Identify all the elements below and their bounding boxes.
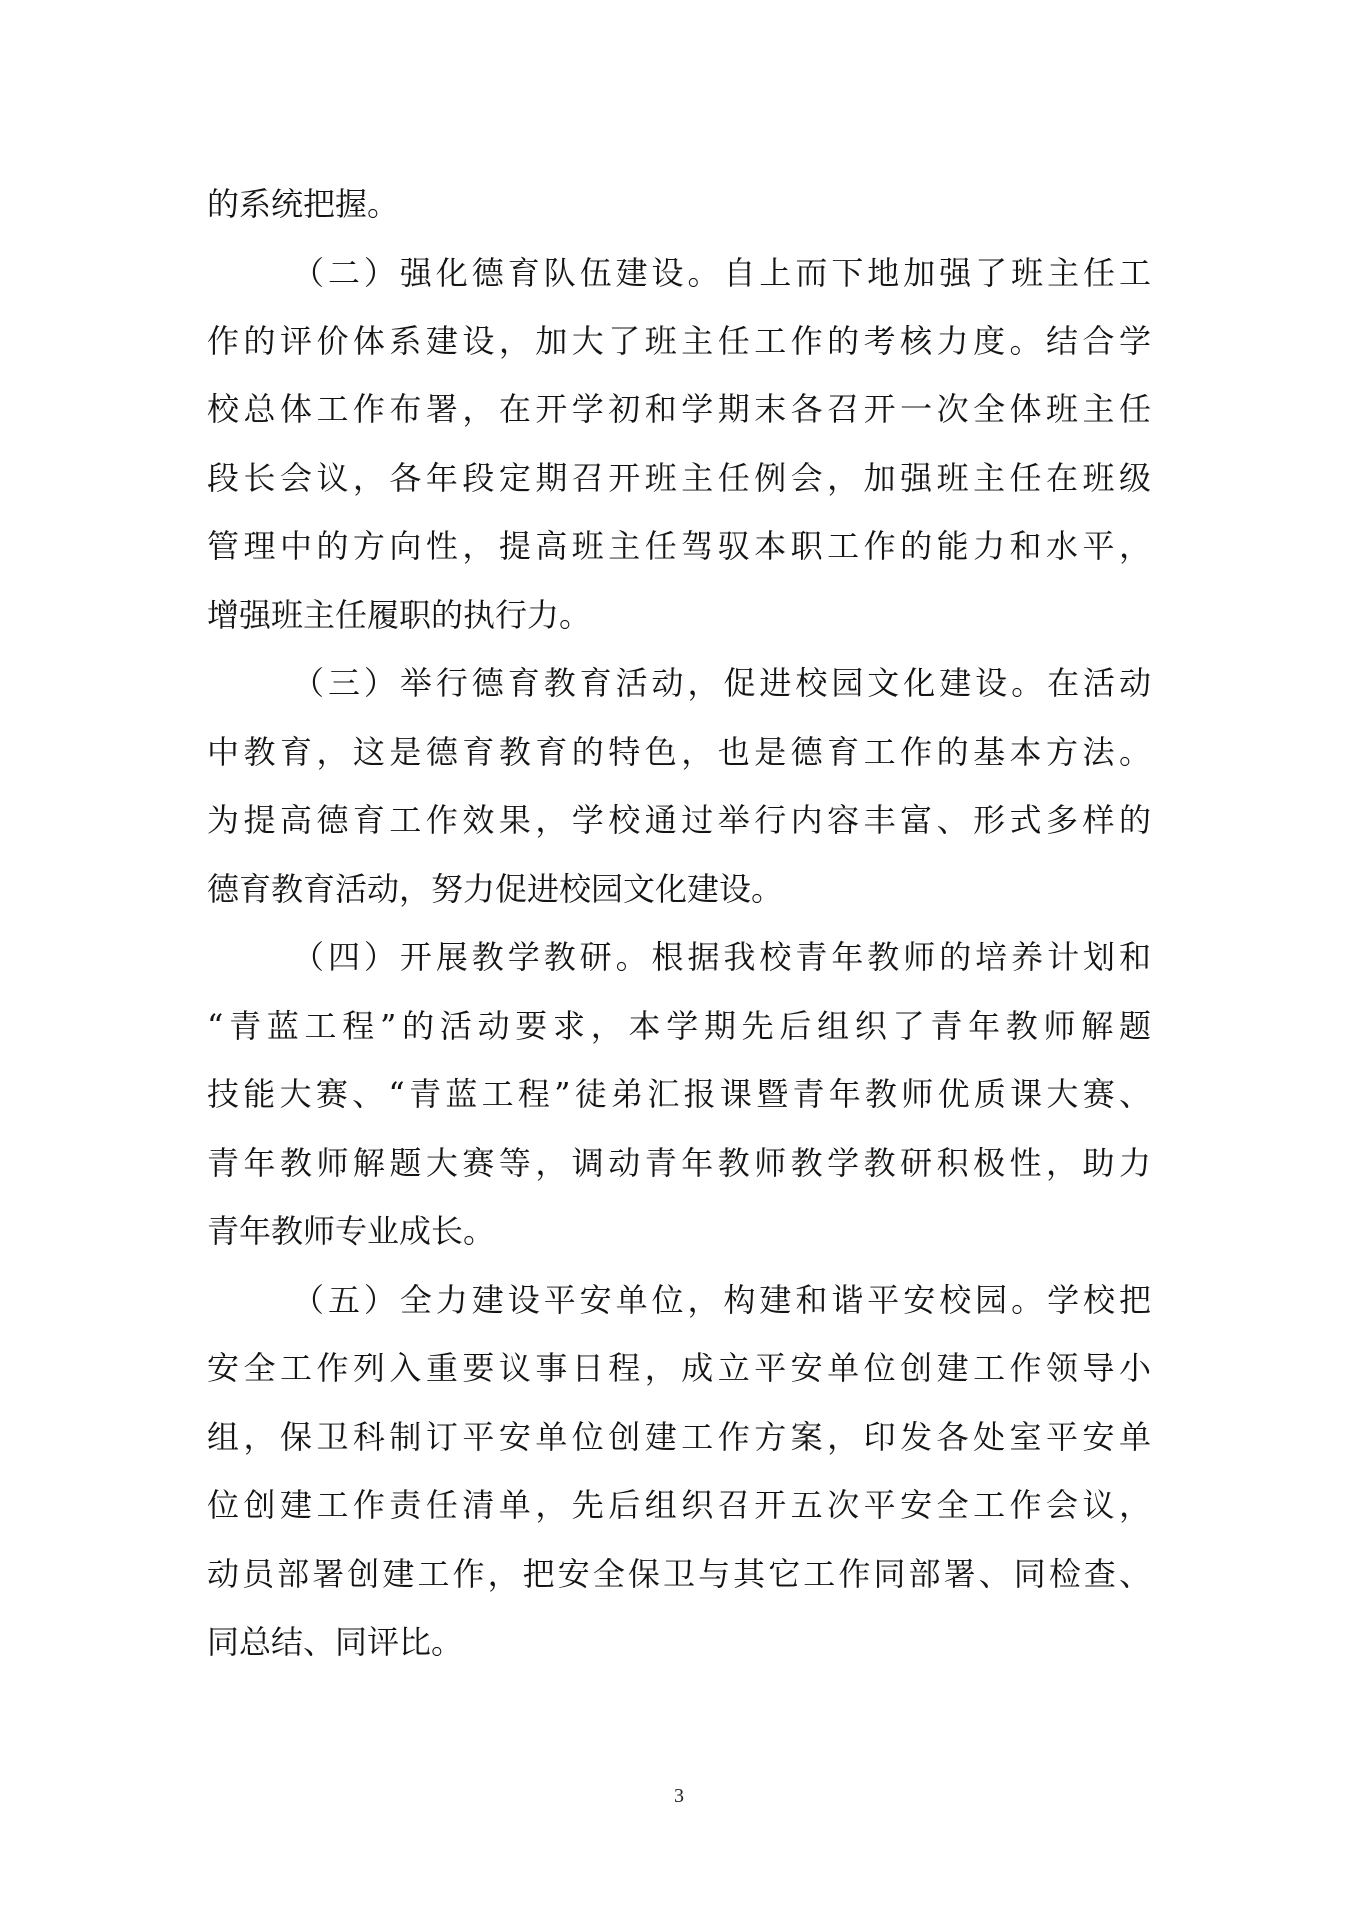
paragraph-line: （二）强化德育队伍建设。自上而下地加强了班主任工 xyxy=(292,254,1151,292)
paragraph-line: 动员部署创建工作，把安全保卫与其它工作同部署、同检查、 xyxy=(207,1555,1151,1593)
paragraph-line: 校总体工作布署，在开学初和学期末各召开一次全体班主任 xyxy=(207,390,1151,428)
paragraph-line: （五）全力建设平安单位，构建和谐平安校园。学校把 xyxy=(292,1281,1151,1319)
paragraph-line: 段长会议，各年段定期召开班主任例会，加强班主任在班级 xyxy=(207,459,1151,497)
paragraph-line: 德育教育活动，努力促进校园文化建设。 xyxy=(207,870,784,908)
page-number: 3 xyxy=(674,1785,684,1807)
paragraph-line: 同总结、同评比。 xyxy=(207,1623,464,1661)
paragraph-line: 位创建工作责任清单，先后组织召开五次平安全工作会议， xyxy=(207,1486,1151,1524)
paragraph-line: 增强班主任履职的执行力。 xyxy=(207,596,592,634)
paragraph-line: “青蓝工程”的活动要求，本学期先后组织了青年教师解题 xyxy=(207,1007,1151,1045)
paragraph-line: 安全工作列入重要议事日程，成立平安单位创建工作领导小 xyxy=(207,1349,1151,1387)
paragraph-line: 中教育，这是德育教育的特色，也是德育工作的基本方法。 xyxy=(207,733,1151,771)
paragraph-line: 作的评价体系建设，加大了班主任工作的考核力度。结合学 xyxy=(207,322,1151,360)
paragraph-line: 技能大赛、“青蓝工程”徒弟汇报课暨青年教师优质课大赛、 xyxy=(207,1075,1151,1113)
paragraph-line: 青年教师专业成长。 xyxy=(207,1212,496,1250)
paragraph-line: 青年教师解题大赛等，调动青年教师教学教研积极性，助力 xyxy=(207,1144,1151,1182)
paragraph-line: 为提高德育工作效果，学校通过举行内容丰富、形式多样的 xyxy=(207,801,1151,839)
paragraph-line: 组，保卫科制订平安单位创建工作方案，印发各处室平安单 xyxy=(207,1418,1151,1456)
paragraph-line: 管理中的方向性，提高班主任驾驭本职工作的能力和水平， xyxy=(207,527,1151,565)
paragraph-line: 的系统把握。 xyxy=(207,185,400,223)
paragraph-line: （四）开展教学教研。根据我校青年教师的培养计划和 xyxy=(292,938,1151,976)
paragraph-line: （三）举行德育教育活动，促进校园文化建设。在活动 xyxy=(292,664,1151,702)
